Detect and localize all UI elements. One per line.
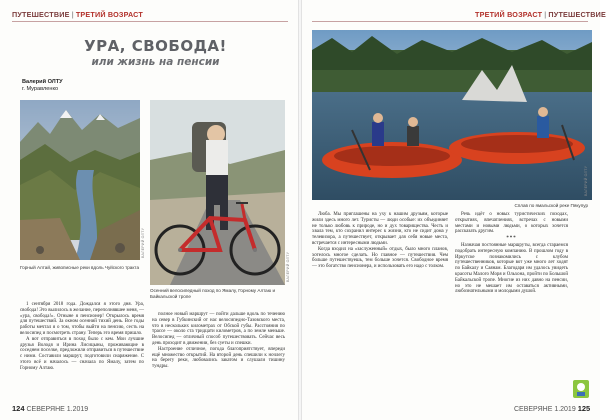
left-text-column-2 <box>152 312 285 398</box>
paragraph: 1 сентября 2018 года. Дождался я этого дня. Ура, свобода! Это вылилось в желание, переполнявшее меня, — «ура, свобода!». Отныне я пенсионер! Открылось время для путешествий. За окном осенний тихий день. Все годы работы мечтал я о том, чтобы выйти на пенсию, сесть на велосипед и посмотреть страну. Теперь это время пришло. <box>20 302 144 336</box>
right-text-column-2 <box>455 212 568 398</box>
left-header-subsection: ТРЕТИЙ ВОЗРАСТ <box>75 10 143 19</box>
photo1-credit: ВАЛЕРИЙ ОЛТУ <box>141 227 145 258</box>
right-header-section: ТРЕТИЙ ВОЗРАСТ <box>475 10 543 19</box>
author-name: Валерий ОЛТУ <box>22 79 63 85</box>
right-header-subsection: ПУТЕШЕСТВИЕ <box>548 10 606 19</box>
left-header-rule <box>12 21 288 22</box>
right-header-rule <box>312 21 588 22</box>
left-header-section: ПУТЕШЕСТВИЕ <box>12 10 70 19</box>
article-title: УРА, СВОБОДА! <box>84 37 227 55</box>
magazine-issue: 1.2019 <box>554 406 576 413</box>
right-footer <box>514 404 590 413</box>
article-subtitle: или жизнь на пенсии <box>91 56 220 68</box>
photo-rafting <box>312 30 592 200</box>
section-divider-stars: *** <box>506 236 517 242</box>
paragraph: А вот отправиться в поход было с кем. Мои лучшие друзья Володя и Ирина Лисицыны, проживающие в соседнем поселке, предложили отправиться в путешествие с ними. Составили маршрут, подготовили снаряжение. С этого всё и началось — сначала по Ямалу, затем по Горному Алтаю. <box>20 336 144 371</box>
paragraph: полное новый маршрут — пойти дальше вдоль по течению на север в Губкинский от нас велосипедно-Тазовского места, что в нескольких километрах от Обской губы. Расстояния по трассе — около ста тридцати километров, а по земле меньше. Велосипед — отличный способ путешествовать. Сейчас весь день проходит в движении, без суеты и спешки. <box>152 312 285 346</box>
photo2-credit: ВАЛЕРИЙ ОЛТУ <box>286 251 290 282</box>
page-number-right: 125 <box>577 404 591 413</box>
author-city: г. Муравленко <box>22 86 59 92</box>
page-gutter <box>298 0 302 420</box>
magazine-issue: 1.2019 <box>66 406 89 413</box>
photo2-caption: Осенний велосипедный поход по Ямалу, Горному Алтаю и Байкальской тропе <box>150 288 276 299</box>
cyclist-image <box>150 100 285 285</box>
paragraph: Когда входил на «заслуженный» отдых, было много планов, хотелось многое сделать. Но главное — путешествия. Чем больше путешествуешь, тем больше хочется. Свободное время — это богатство пенсионера, и использовать его надо с толком. <box>312 246 448 270</box>
rafting-river-image <box>312 30 592 200</box>
photo3-credit: ВАЛЕРИЙ ОЛТУ <box>584 165 588 196</box>
left-text-column-1 <box>20 302 144 398</box>
right-running-header: ТРЕТИЙ ВОЗРАСТ | ПУТЕШЕСТВИЕ <box>475 10 606 19</box>
magazine-name: СЕВЕРЯНЕ <box>26 406 65 413</box>
photo1-caption: Горный Алтай, живописные реки вдоль Чуйского тракта <box>20 265 140 270</box>
left-running-header: ПУТЕШЕСТВИЕ | ТРЕТИЙ ВОЗРАСТ <box>12 10 143 19</box>
mountain-landscape-image <box>20 100 140 260</box>
photo-altai-mountains <box>20 100 140 260</box>
photo-cyclist <box>150 100 285 285</box>
paragraph: Настроение отличное, погода благоприятствует, впереди ещё множество открытий. На второй день спешили к ночлегу на берегу реки, любовались закатом и слушали тишину тундры. <box>152 346 285 370</box>
photo3-caption: Сплав по ямальской реке Пякупур <box>514 203 588 208</box>
paragraph: Люба. Мы приглашены на уху к нашим друзьям, которые жили здесь много лет. Туристы — люди особые: их объединяет не только любовь к природе, но и дух товарищества. Честь и хвала тем, кто сохранил интерес к жизни, кто не сидит дома у телевизора, а путешествует, открывает для себя новые места, встречается с интересными людьми. <box>312 212 448 246</box>
magazine-mascot-icon <box>572 378 590 400</box>
left-footer <box>12 404 88 413</box>
magazine-name: СЕВЕРЯНЕ <box>514 406 553 413</box>
page-number-left: 124 <box>12 404 25 413</box>
author-block <box>22 79 63 93</box>
paragraph: Речь идёт о новых туристических походах, открытиях, впечатлениях, встречах с новыми местами и новыми людьми, о которых хочется рассказать другим. <box>455 212 568 235</box>
right-text-column-1 <box>312 212 448 398</box>
paragraph: Назначая постоянные маршруты, всегда стараемся подобрать интересную компанию. В прошлом году в Иркутске познакомились с клубом путешественников, которые вот уже много лет ходят по Байкалу и Саянам. Благодаря им удалось увидеть красоты Малого Моря и Ольхона, пройти по Большой Байкальской тропе. Многие из них давно на пенсии, но это не мешает им оставаться активными, любознательными и молодыми душой. <box>455 242 568 295</box>
